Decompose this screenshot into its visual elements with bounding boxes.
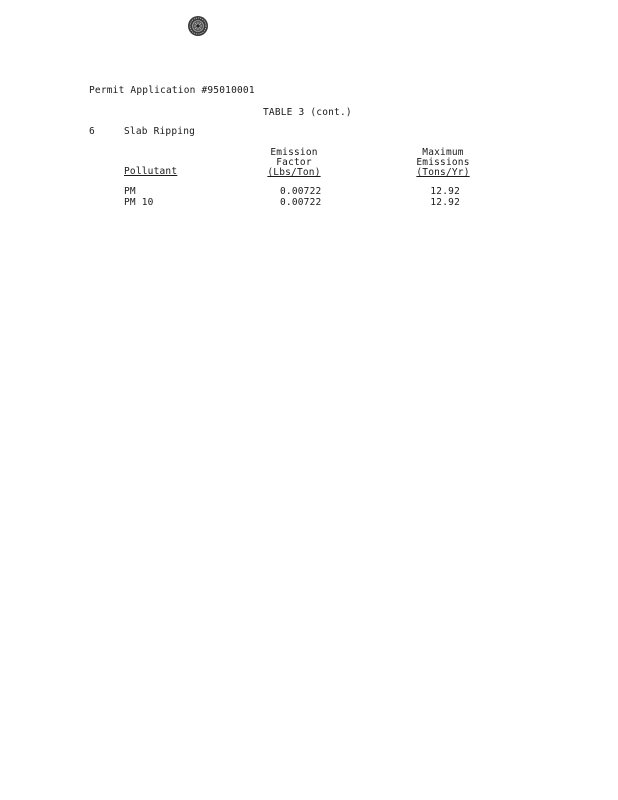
header-line: Factor xyxy=(276,157,312,168)
header-line: Emission xyxy=(270,147,318,158)
row-pollutant: PM 10 xyxy=(124,197,154,208)
row-emission-factor: 0.00722 xyxy=(280,197,322,208)
header-line-units: (Tons/Yr) xyxy=(416,167,470,178)
section-title: Slab Ripping xyxy=(124,126,196,137)
permit-application-number: Permit Application #95010001 xyxy=(89,85,255,96)
row-pollutant: PM xyxy=(124,186,136,197)
seal-logo-icon xyxy=(187,15,209,37)
row-max-emissions: 12.92 xyxy=(430,186,460,197)
section-number: 6 xyxy=(89,126,95,137)
table-title: TABLE 3 (cont.) xyxy=(263,107,352,118)
header-line-units: (Lbs/Ton) xyxy=(267,167,321,178)
header-line: Emissions xyxy=(416,157,470,168)
header-line: Maximum xyxy=(422,147,464,158)
row-max-emissions: 12.92 xyxy=(430,197,460,208)
row-emission-factor: 0.00722 xyxy=(280,186,322,197)
column-header-pollutant: Pollutant xyxy=(124,166,178,177)
